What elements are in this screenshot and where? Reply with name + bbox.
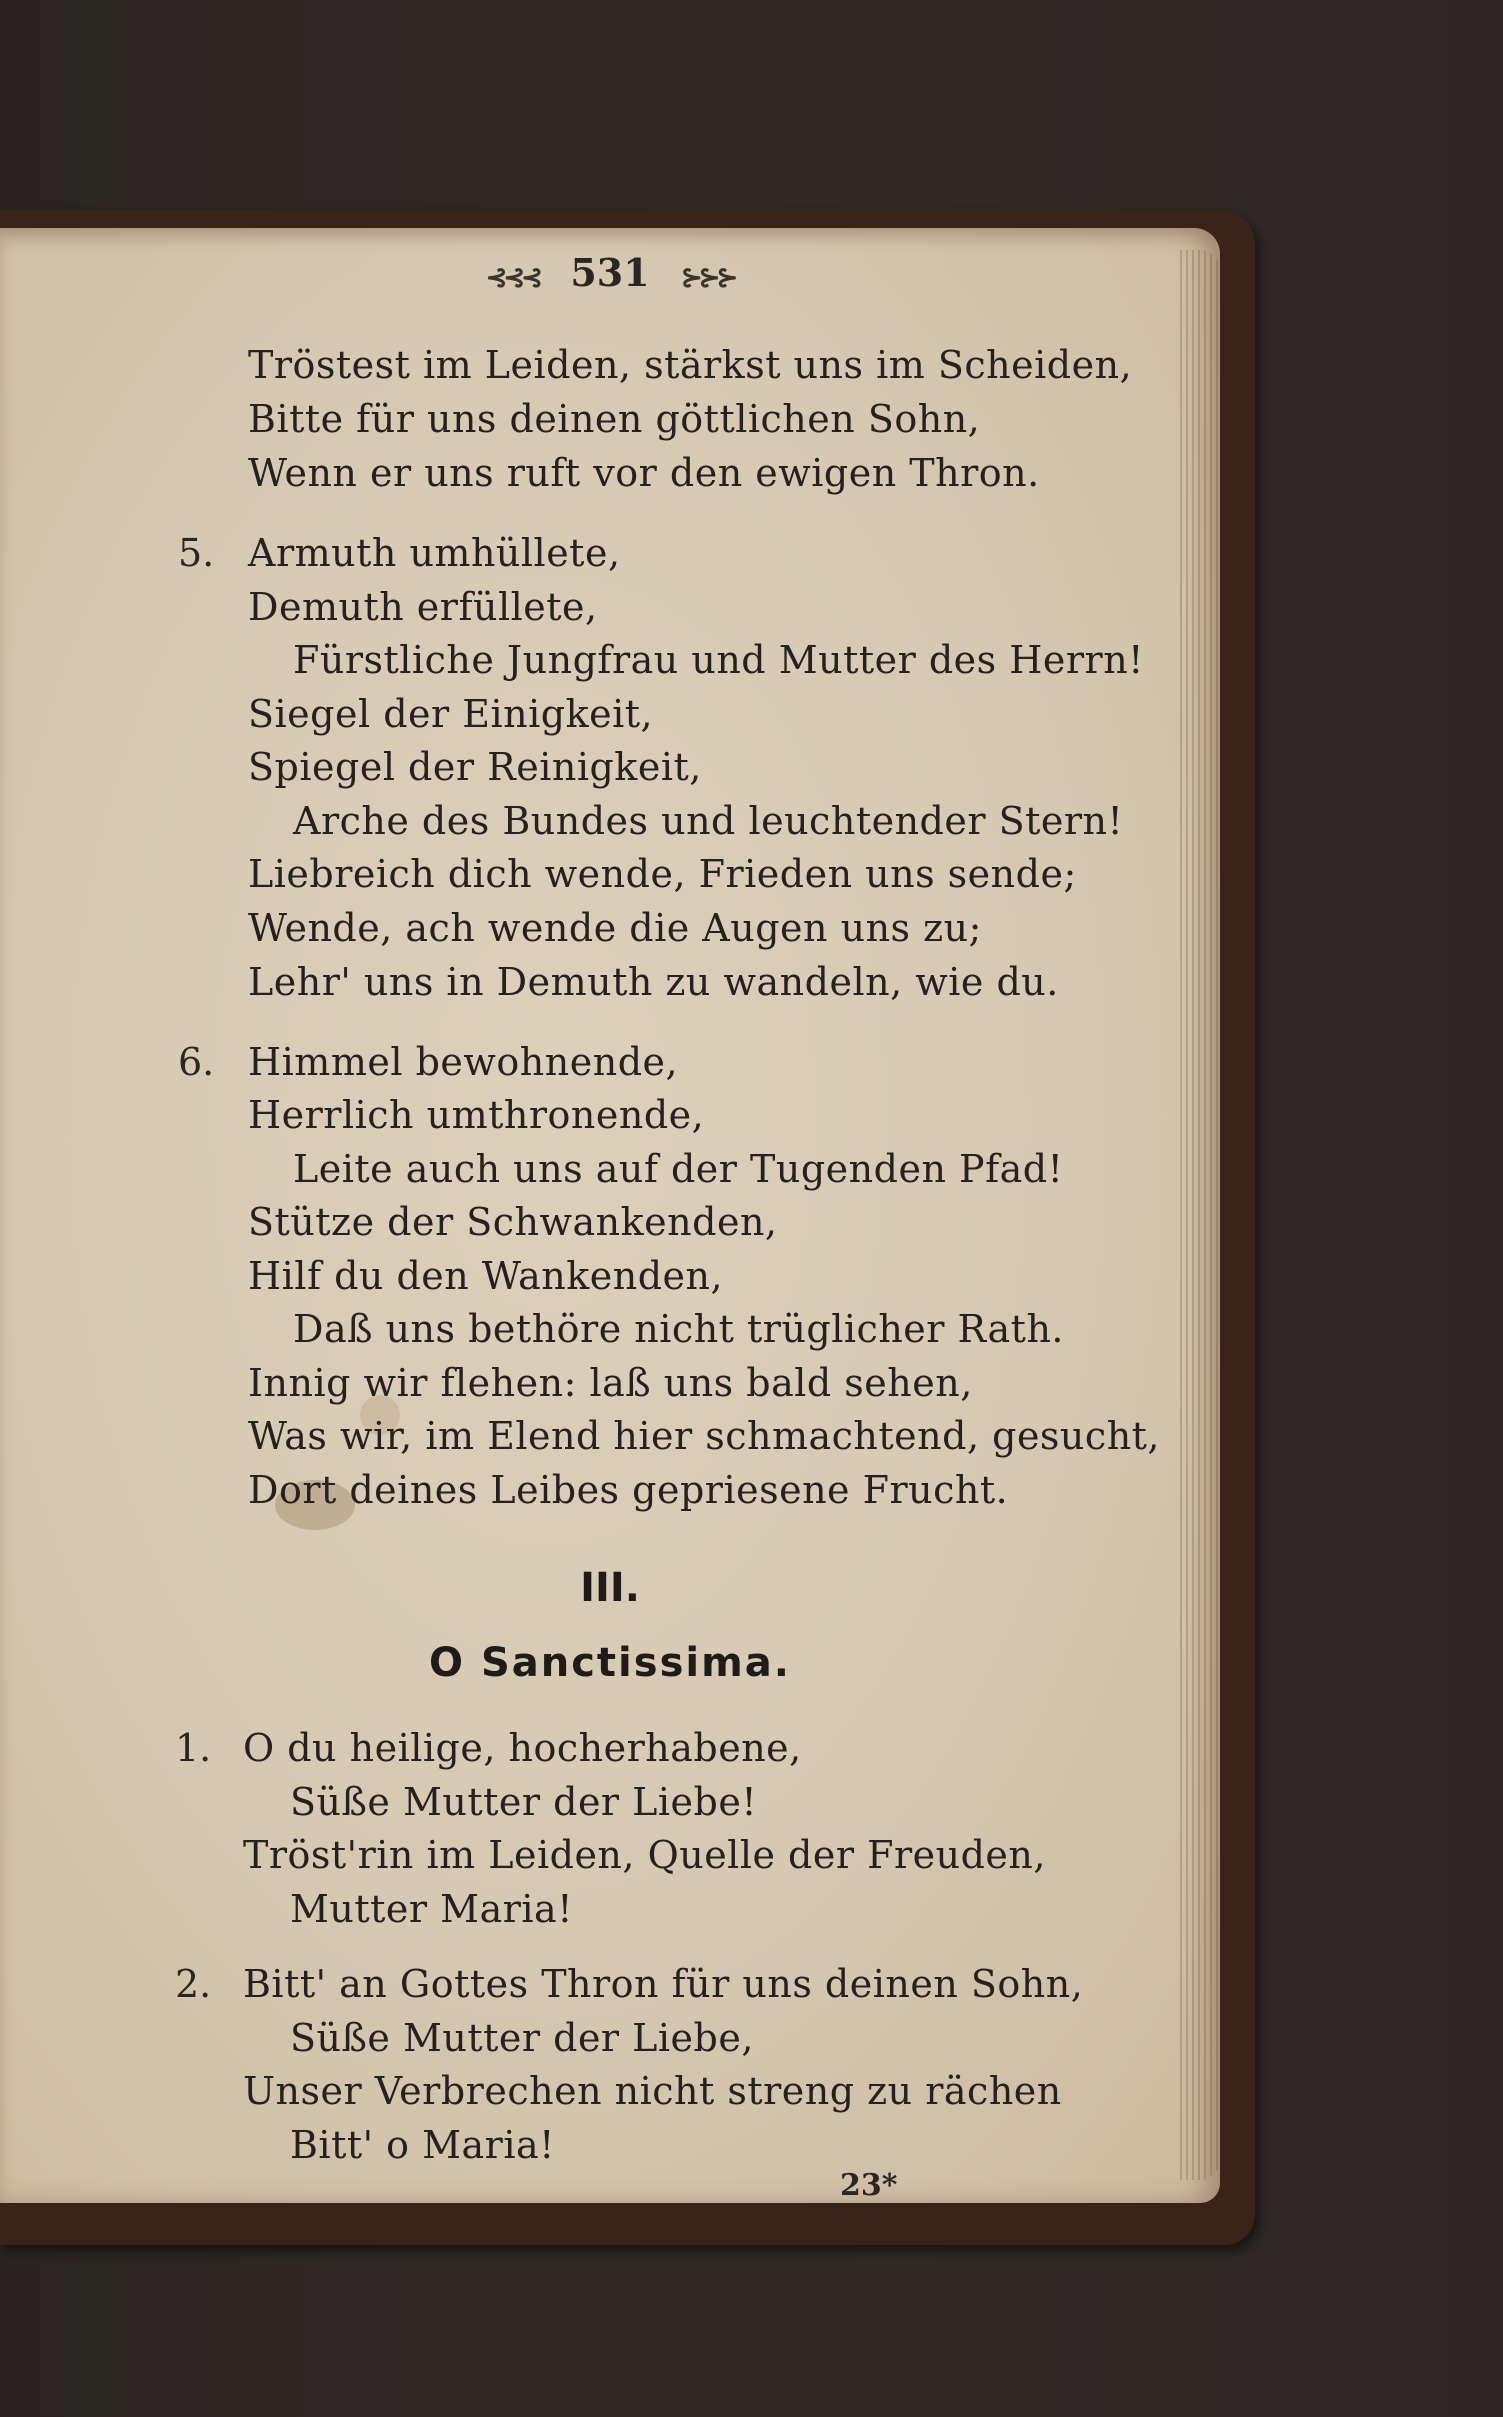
verse-line: Spiegel der Reinigkeit, xyxy=(248,745,702,789)
verse-line: O du heilige, hocherhabene, xyxy=(243,1726,802,1770)
verse-line: Wende, ach wende die Augen uns zu; xyxy=(248,906,982,950)
verse-line: Hilf du den Wankenden, xyxy=(248,1254,724,1298)
verse-line: Mutter Maria! xyxy=(290,1887,573,1931)
verse-line: Tröst'rin im Leiden, Quelle der Freuden, xyxy=(243,1833,1046,1877)
verse-line: Bitt' an Gottes Thron für uns deinen Sohn, xyxy=(243,1962,1084,2006)
verse-number: 5. xyxy=(178,531,215,575)
verse-line: Leite auch uns auf der Tugenden Pfad! xyxy=(293,1147,1064,1191)
signature-mark: 23* xyxy=(840,2168,898,2203)
verse-line: Herrlich umthronende, xyxy=(248,1093,705,1137)
verse-line: Demuth erfüllete, xyxy=(248,585,598,629)
verse-line: Fürstliche Jungfrau und Mutter des Herrn! xyxy=(293,638,1144,682)
verse-line: Tröstest im Leiden, stärkst uns im Scheiden, xyxy=(248,343,1133,387)
verse-line: Dort deines Leibes gepriesene Frucht. xyxy=(248,1468,1009,1512)
verse-number: 2. xyxy=(175,1962,212,2006)
verse-line: Was wir, im Elend hier schmachtend, gesucht, xyxy=(248,1414,1161,1458)
verse-line: Innig wir flehen: laß uns bald sehen, xyxy=(248,1361,973,1405)
verse-line: Siegel der Einigkeit, xyxy=(248,692,654,736)
verse-line: Wenn er uns ruft vor den ewigen Thron. xyxy=(248,451,1040,495)
page-header xyxy=(0,250,1220,295)
verse-line: Lehr' uns in Demuth zu wandeln, wie du. xyxy=(248,960,1059,1004)
verse-line: Süße Mutter der Liebe, xyxy=(290,2016,754,2060)
verse-number: 6. xyxy=(178,1040,215,1084)
section-title: O Sanctissima. xyxy=(429,1640,791,1686)
verse-line: Liebreich dich wende, Frieden uns sende; xyxy=(248,852,1077,896)
verse-line: Himmel bewohnende, xyxy=(248,1040,679,1084)
verse-line: Armuth umhüllete, xyxy=(248,531,621,575)
verse-line: Bitte für uns deinen göttlichen Sohn, xyxy=(248,397,981,441)
verse-line: Arche des Bundes und leuchtender Stern! xyxy=(293,799,1124,843)
ornament-left: ⊰⊰⊰ xyxy=(485,263,540,293)
verse-line: Bitt' o Maria! xyxy=(290,2123,555,2167)
ornament-right: ⊱⊱⊱ xyxy=(680,263,735,293)
section-number: III. xyxy=(580,1565,640,1611)
verse-line: Daß uns bethöre nicht trüglicher Rath. xyxy=(293,1307,1065,1351)
verse-line: Unser Verbrechen nicht streng zu rächen xyxy=(243,2069,1062,2113)
page-number: 531 xyxy=(570,250,650,295)
page-edge xyxy=(1180,250,1220,2180)
verse-line: Süße Mutter der Liebe! xyxy=(290,1780,758,1824)
verse-line: Stütze der Schwankenden, xyxy=(248,1200,778,1244)
verse-number: 1. xyxy=(175,1726,212,1770)
